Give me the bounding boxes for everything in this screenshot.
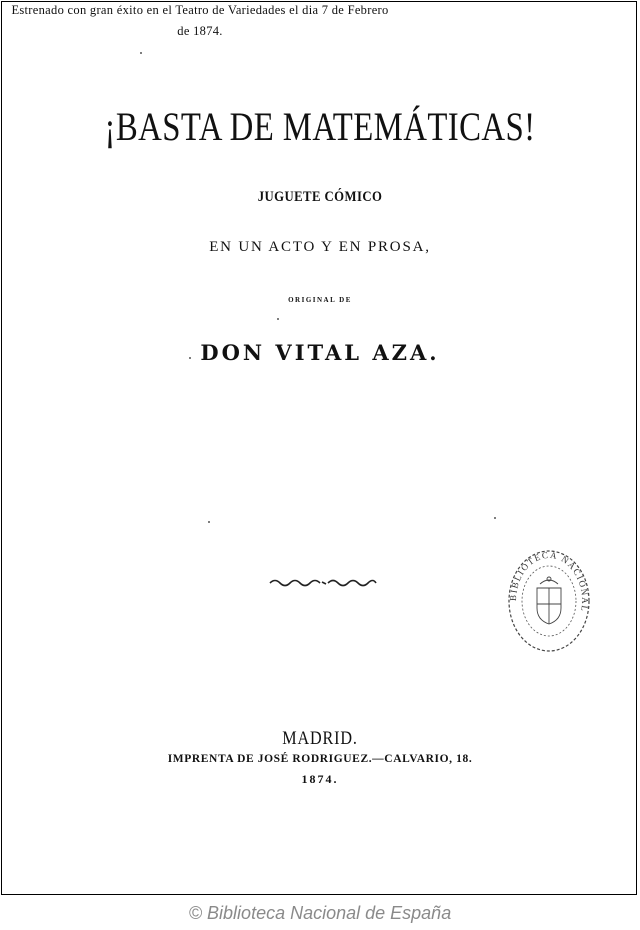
- play-title: ¡BASTA DE MATEMÁTICAS!: [104, 104, 536, 149]
- paper-speck: [494, 517, 496, 519]
- paper-speck: [277, 318, 279, 320]
- library-stamp-icon: [504, 546, 594, 656]
- paper-speck: [208, 521, 210, 523]
- act-description: EN UN ACTO Y EN PROSA,: [209, 239, 431, 255]
- publication-year: 1874.: [301, 772, 339, 786]
- premiere-line-1: Estrenado con gran éxito en el Teatro de Variedades el dia 7 de Febrero: [11, 3, 389, 17]
- paper-speck: [140, 52, 142, 54]
- paper-speck: [189, 357, 191, 359]
- stamp-text: BIBLIOTECA NACIONAL: [507, 549, 591, 614]
- author-name: DON VITAL AZA.: [200, 340, 440, 365]
- original-by-label: ORIGINAL DE: [288, 296, 352, 304]
- copyright-watermark: © Biblioteca Nacional de España: [188, 903, 452, 923]
- imprint-city: MADRID.: [282, 728, 358, 749]
- printer-line: IMPRENTA DE JOSÉ RODRIGUEZ.—CALVARIO, 18.: [167, 753, 473, 765]
- play-subtitle: JUGUETE CÓMICO: [257, 189, 383, 205]
- premiere-line-2: de 1874.: [177, 24, 223, 38]
- ornament-divider-icon: [268, 575, 378, 589]
